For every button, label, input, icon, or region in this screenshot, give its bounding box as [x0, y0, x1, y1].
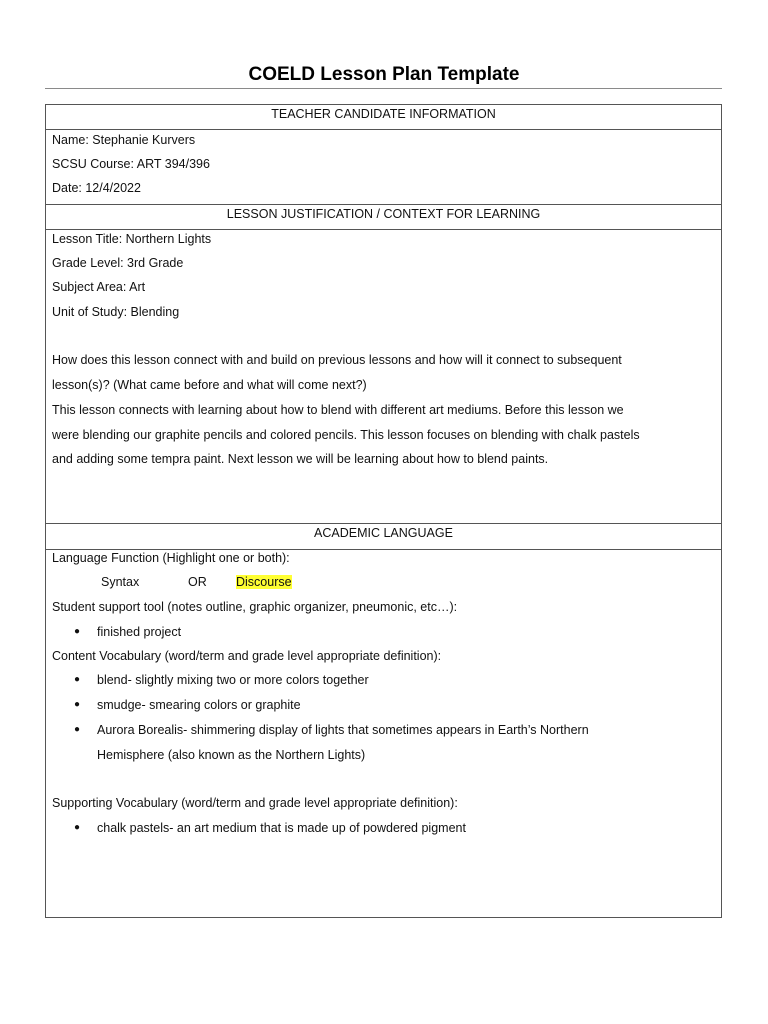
- option-or: OR: [188, 575, 207, 589]
- connection-answer-line-1: This lesson connects with learning about how to blend with different art mediums. Before this lesson we: [52, 403, 624, 417]
- date-field: Date: 12/4/2022: [52, 181, 141, 195]
- supporting-vocab-label: Supporting Vocabulary (word/term and grade level appropriate definition):: [52, 796, 458, 810]
- row-divider: [46, 129, 721, 130]
- bullet-icon: ●: [74, 626, 81, 637]
- subject-area-field: Subject Area: Art: [52, 280, 146, 294]
- row-divider: [46, 229, 721, 230]
- document-title: COELD Lesson Plan Template: [248, 64, 520, 85]
- name-field: Name: Stephanie Kurvers: [52, 133, 196, 147]
- lesson-justification-header: LESSON JUSTIFICATION / CONTEXT FOR LEARNING: [226, 207, 541, 221]
- lesson-plan-table: [45, 104, 722, 918]
- connection-question-line-1: How does this lesson connect with and build on previous lessons and how will it connect to subsequent: [52, 353, 622, 367]
- content-vocab-item: smudge- smearing colors or graphite: [97, 698, 301, 712]
- bullet-icon: ●: [74, 724, 81, 735]
- teacher-info-header: TEACHER CANDIDATE INFORMATION: [271, 107, 496, 121]
- unit-of-study-field: Unit of Study: Blending: [52, 305, 180, 319]
- content-vocab-label: Content Vocabulary (word/term and grade level appropriate definition):: [52, 649, 442, 663]
- connection-question-line-2: lesson(s)? (What came before and what will come next?): [52, 378, 367, 392]
- course-field: SCSU Course: ART 394/396: [52, 157, 210, 171]
- content-vocab-item: Aurora Borealis- shimmering display of lights that sometimes appears in Earth’s Northern: [97, 723, 589, 737]
- connection-answer-line-2: were blending our graphite pencils and colored pencils. This lesson focuses on blending with chalk pastels: [52, 428, 640, 442]
- connection-answer-line-3: and adding some tempra paint. Next lesson we will be learning about how to blend paints.: [52, 452, 549, 466]
- bullet-icon: ●: [74, 699, 81, 710]
- option-syntax: Syntax: [101, 575, 140, 589]
- content-vocab-item-continued: Hemisphere (also known as the Northern Lights): [97, 748, 366, 762]
- language-function-label: Language Function (Highlight one or both):: [52, 551, 290, 565]
- support-tool-label: Student support tool (notes outline, graphic organizer, pneumonic, etc…):: [52, 600, 458, 614]
- supporting-vocab-item: chalk pastels- an art medium that is made up of powdered pigment: [97, 821, 466, 835]
- bullet-icon: ●: [74, 674, 81, 685]
- highlight-discourse: Discourse: [236, 575, 292, 589]
- bullet-icon: ●: [74, 822, 81, 833]
- lesson-title-field: Lesson Title: Northern Lights: [52, 232, 212, 246]
- grade-level-field: Grade Level: 3rd Grade: [52, 256, 184, 270]
- title-divider: [45, 88, 722, 89]
- option-discourse-highlighted: [236, 574, 292, 590]
- support-tool-item: finished project: [97, 625, 182, 639]
- academic-language-header: ACADEMIC LANGUAGE: [314, 526, 453, 540]
- content-vocab-item: blend- slightly mixing two or more colors together: [97, 673, 369, 687]
